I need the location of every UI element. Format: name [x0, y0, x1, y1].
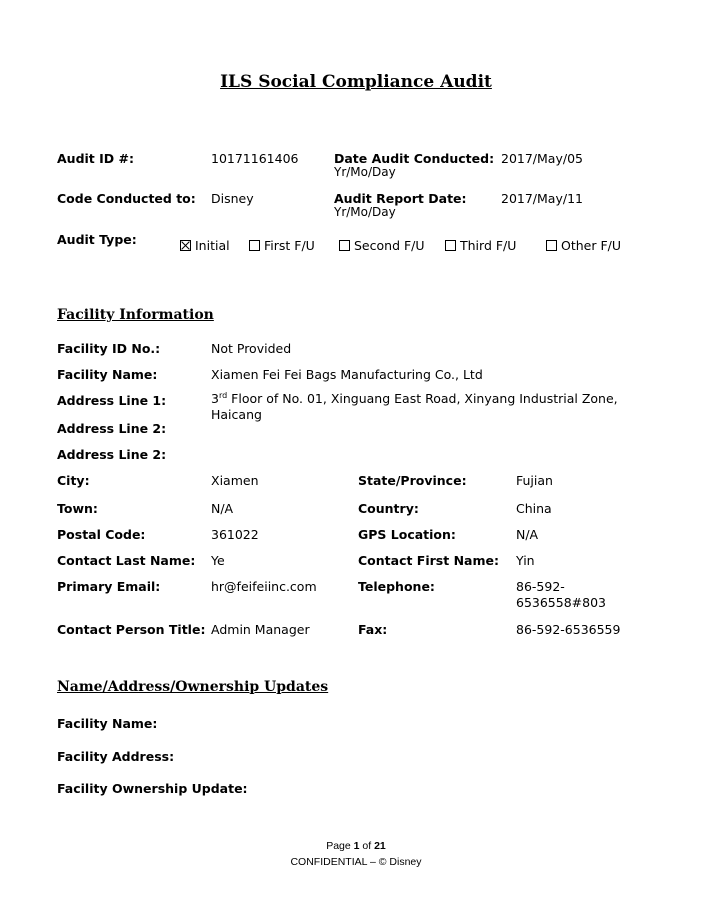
checkbox-checked-icon[interactable] — [180, 240, 191, 251]
address-floor-suffix: rd — [218, 391, 228, 400]
facility-id-value: Not Provided — [211, 341, 292, 356]
telephone-value: 86-592- — [516, 579, 565, 594]
audit-type-label: Audit Type: — [57, 232, 137, 247]
gps-value: N/A — [516, 527, 539, 542]
audit-id-value: 10171161406 — [211, 151, 299, 166]
date-conducted-label: Date Audit Conducted: — [334, 151, 495, 166]
facility-name-label: Facility Name: — [57, 367, 158, 382]
audit-type-third-fu[interactable] — [445, 238, 516, 253]
address-line1-continued: Haicang — [211, 407, 262, 422]
audit-type-second-fu-label: Second F/U — [354, 238, 425, 253]
audit-id-label: Audit ID #: — [57, 151, 134, 166]
report-date-label: Audit Report Date: — [334, 191, 467, 206]
postal-code-value: 361022 — [211, 527, 259, 542]
update-facility-name-label: Facility Name: — [57, 716, 158, 731]
page-number — [0, 840, 712, 852]
primary-email-label: Primary Email: — [57, 579, 161, 594]
state-label: State/Province: — [358, 473, 467, 488]
gps-label: GPS Location: — [358, 527, 456, 542]
checkbox-icon[interactable] — [445, 240, 456, 251]
address-line3-label: Address Line 2: — [57, 447, 167, 462]
contact-last-name-value: Ye — [211, 553, 225, 568]
telephone-value-continued: 6536558#803 — [516, 595, 607, 610]
audit-type-initial-label: Initial — [195, 238, 230, 253]
fax-value: 86-592-6536559 — [516, 622, 621, 637]
code-conducted-label: Code Conducted to: — [57, 191, 196, 206]
checkbox-icon[interactable] — [546, 240, 557, 251]
audit-type-first-fu-label: First F/U — [264, 238, 315, 253]
facility-info-heading: Facility Information — [57, 307, 214, 323]
contact-first-name-value: Yin — [516, 553, 535, 568]
update-facility-address-label: Facility Address: — [57, 749, 175, 764]
address-floor-number: 3 — [211, 391, 219, 407]
checkbox-icon[interactable] — [339, 240, 350, 251]
town-label: Town: — [57, 501, 98, 516]
city-value: Xiamen — [211, 473, 259, 488]
address-line1-text: Floor of No. 01, Xinguang East Road, Xinyang Industrial Zone, — [227, 391, 618, 407]
state-value: Fujian — [516, 473, 553, 488]
telephone-label: Telephone: — [358, 579, 435, 594]
date-conducted-value: 2017/May/05 — [501, 151, 583, 166]
town-value: N/A — [211, 501, 234, 516]
contact-title-value: Admin Manager — [211, 622, 310, 637]
contact-title-label: Contact Person Title: — [57, 622, 206, 637]
address-line1-label: Address Line 1: — [57, 393, 167, 408]
country-label: Country: — [358, 501, 419, 516]
country-value: China — [516, 501, 552, 516]
date-conducted-format: Yr/Mo/Day — [334, 165, 396, 179]
checkbox-icon[interactable] — [249, 240, 260, 251]
updates-heading: Name/Address/Ownership Updates — [57, 679, 329, 695]
facility-id-label: Facility ID No.: — [57, 341, 161, 356]
page-total: 21 — [374, 840, 386, 852]
fax-label: Fax: — [358, 622, 388, 637]
address-line2-label: Address Line 2: — [57, 421, 167, 436]
code-conducted-value: Disney — [211, 191, 254, 206]
page-current: 1 — [353, 840, 360, 852]
confidential-notice: CONFIDENTIAL – © Disney — [290, 856, 422, 868]
audit-type-other-fu[interactable] — [546, 238, 621, 253]
page-prefix: Page — [326, 840, 354, 852]
audit-type-second-fu[interactable] — [339, 238, 425, 253]
audit-type-third-fu-label: Third F/U — [460, 238, 517, 253]
audit-type-other-fu-label: Other F/U — [561, 238, 622, 253]
audit-type-initial[interactable] — [180, 238, 230, 253]
audit-type-first-fu[interactable] — [249, 238, 315, 253]
facility-name-value: Xiamen Fei Fei Bags Manufacturing Co., Ltd — [211, 367, 483, 382]
contact-first-name-label: Contact First Name: — [358, 553, 499, 568]
postal-code-label: Postal Code: — [57, 527, 146, 542]
report-date-format: Yr/Mo/Day — [334, 205, 396, 219]
report-date-value: 2017/May/11 — [501, 191, 583, 206]
primary-email-value: hr@feifeiinc.com — [211, 579, 317, 594]
page-of: of — [359, 840, 375, 852]
address-line1-value — [211, 391, 618, 406]
contact-last-name-label: Contact Last Name: — [57, 553, 196, 568]
update-ownership-label: Facility Ownership Update: — [57, 781, 248, 796]
city-label: City: — [57, 473, 90, 488]
document-title: ILS Social Compliance Audit — [220, 72, 492, 92]
